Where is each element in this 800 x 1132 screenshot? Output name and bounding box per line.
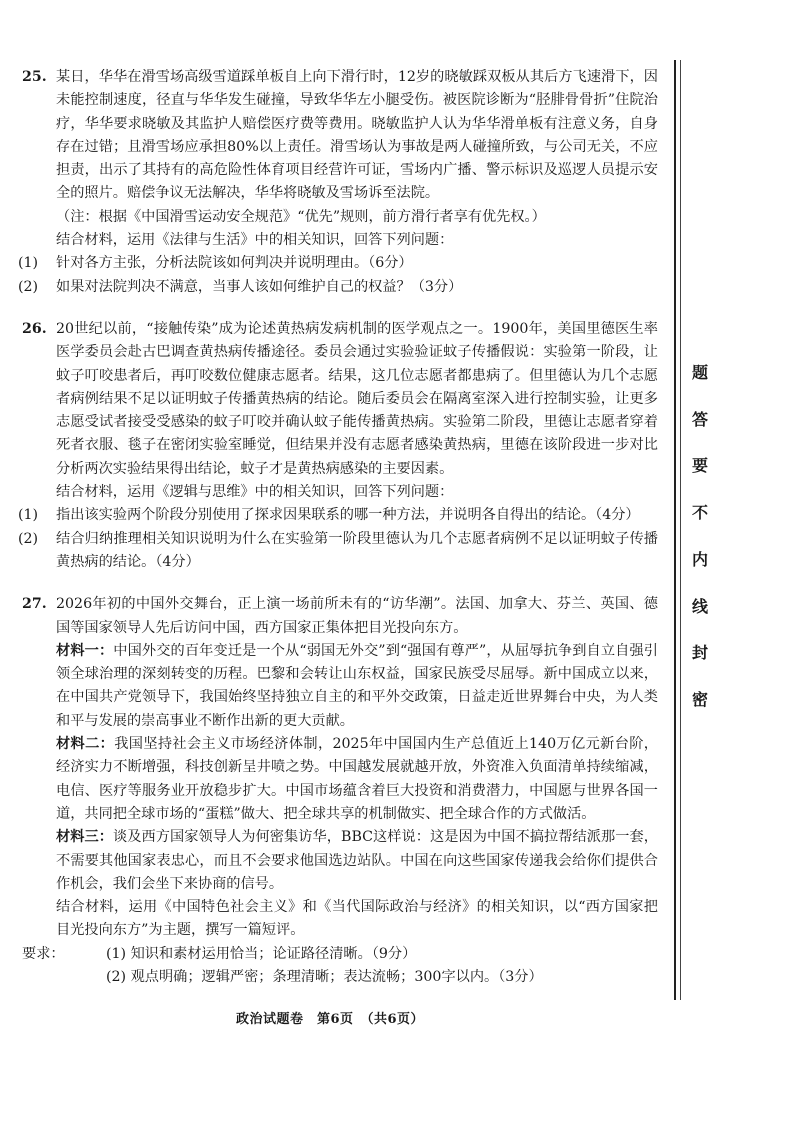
question-body: 2026年初的中国外交舞台，正上演一场前所未有的“访华潮”。法国、加拿大、芬兰、英国、德国等国家领导人先后访问中国，西方国家正集体把目光投向东方。 <box>56 596 658 636</box>
question-note: （注：根据《中国滑雪运动安全规范》“优先”规则，前方滑行者享有优先权。） <box>56 208 546 225</box>
material-1 <box>18 640 658 733</box>
question-number: 25. <box>22 69 47 85</box>
material-title: 材料一： <box>56 642 114 659</box>
sub-question-text: 结合归纳推理相关知识说明为什么在实验第一阶段里德认为几个志愿者病例不足以证明蚊子传播黄热病的结论。（4分） <box>56 530 658 570</box>
sub-question-label: (1) <box>18 255 39 272</box>
sub-question-label: (2) <box>18 278 39 295</box>
seal-line <box>674 60 676 1000</box>
questions-area <box>18 66 658 989</box>
sub-question <box>18 252 658 275</box>
seal-char: 答 <box>691 409 708 429</box>
requirements <box>18 943 658 966</box>
question-instruction: 结合材料，运用《逻辑与思维》中的相关知识，回答下列问题： <box>56 484 454 501</box>
question-instruction: 结合材料，运用《法律与生活》中的相关知识，回答下列问题： <box>56 232 454 249</box>
sub-question-text: 针对各方主张，分析法院该如何判决并说明理由。（6分） <box>56 255 413 272</box>
material-3 <box>18 826 658 896</box>
question-number: 27. <box>22 596 47 613</box>
seal-char: 内 <box>691 549 708 569</box>
question-25 <box>18 66 658 299</box>
question-body: 20世纪以前，“接触传染”成为论述黄热病发病机制的医学观点之一。1900年，美国里德医生率医学委员会赴古巴调查黄热病传播途径。委员会通过实验验证蚊子传播假说：实验第一阶段，让蚊子叮咬患者后，再叮咬数位健康志愿者。结果，这几位志愿者都患病了。但里德认为几个志愿者病例结果不足以证明蚊子传播黄热病的结论。随后委员会在隔离室深入进行控制实验，让更多志愿受试者接受受感染的蚊子叮咬并确认蚊子能传播黄热病。实验第二阶段，里德让志愿者穿着死者衣服、毯子在密闭实验室睡觉，但结果并没有志愿者感染黄热病，里德在该阶段进一步对比分析两次实验结果得出结论，蚊子才是黄热病感染的主要因素。 <box>56 320 658 477</box>
sub-question-label: (2) <box>18 530 39 547</box>
requirement-item: (2) 观点明确；逻辑严密；条理清晰；表达流畅；300字以内。（3分） <box>106 968 543 985</box>
question-body: 某日，华华在滑雪场高级雪道踩单板自上向下滑行时，12岁的晓敏踩双板从其后方飞速滑下，因未能控制速度，径直与华华发生碰撞，导致华华左小腿受伤。被医院诊断为“胫腓骨骨折”住院治疗，华华要求晓敏及其监护人赔偿医疗费等费用。晓敏监护人认为华华滑单板有注意义务，自身存在过错；且滑雪场应承担80%以上责任。滑雪场认为事故是两人碰撞所致，与公司无关，不应担责，出示了其持有的高危险性体育项目经营许可证，雪场内广播、警示标识及巡逻人员提示安全的照片。赔偿争议无法解决，华华将晓敏及雪场诉至法院。 <box>56 69 658 202</box>
sub-question-label: (1) <box>18 507 39 524</box>
question-27 <box>18 593 658 989</box>
seal-notice <box>680 360 720 710</box>
seal-char: 线 <box>691 596 708 616</box>
material-title: 材料三： <box>56 829 114 846</box>
question-number: 26. <box>22 320 47 337</box>
material-text: 中国外交的百年变迁是一个从“弱国无外交”到“强国有尊严”，从屈辱抗争到自立自强引领全球治理的深刻转变的历程。巴黎和会转让山东权益，国家民族受尽屈辱。新中国成立以来，在中国共产党领导下，我国始终坚持独立自主的和平外交政策，日益走近世界舞台中央，为人类和平与发展的崇高事业不断作出新的更大贡献。 <box>56 642 658 729</box>
sub-question-text: 指出该实验两个阶段分别使用了探求因果联系的哪一种方法，并说明各自得出的结论。（4分） <box>56 507 640 524</box>
material-text: 谈及西方国家领导人为何密集访华，BBC这样说：这是因为中国不搞拉帮结派那一套，不需要其他国家表忠心，而且不会要求他国选边站队。中国在向这些国家传递我会给你们提供合作机会，我们会坐下来协商的信号。 <box>56 829 658 892</box>
seal-char: 密 <box>691 689 708 709</box>
material-2 <box>18 733 658 826</box>
sub-question <box>18 276 658 299</box>
seal-char: 不 <box>691 503 708 523</box>
sub-question <box>18 528 658 575</box>
sub-question-text: 如果对法院判决不满意，当事人该如何维护自己的权益？（3分） <box>56 278 463 295</box>
seal-char: 题 <box>691 363 708 382</box>
question-instruction: 结合材料，运用《中国特色社会主义》和《当代国际政治与经济》的相关知识，以“西方国家把目光投向东方”为主题，撰写一篇短评。 <box>56 899 658 939</box>
seal-char: 封 <box>691 643 708 663</box>
requirements-label: 要求： <box>22 945 65 962</box>
sub-question <box>18 504 658 527</box>
material-title: 材料二： <box>56 736 115 753</box>
material-text: 我国坚持社会主义市场经济体制，2025年中国国内生产总值近上140万亿元新台阶，经济实力不断增强，科技创新呈井喷之势。中国越发展就越开放，外资准入负面清单持续缩减，电信、医疗等服务业开放稳步扩大。中国市场蕴含着巨大投资和消费潜力，中国愿与世界各国一道，共同把全球市场的“蛋糕”做大、把全球共享的机制做实、把全球合作的方式做活。 <box>56 736 658 822</box>
requirement-item: (1) 知识和素材运用恰当；论证路径清晰。（9分） <box>106 945 417 962</box>
seal-char: 要 <box>691 456 708 476</box>
page-footer: 政治试题卷 第6页 （共6页） <box>235 1012 425 1027</box>
question-26 <box>18 318 658 574</box>
